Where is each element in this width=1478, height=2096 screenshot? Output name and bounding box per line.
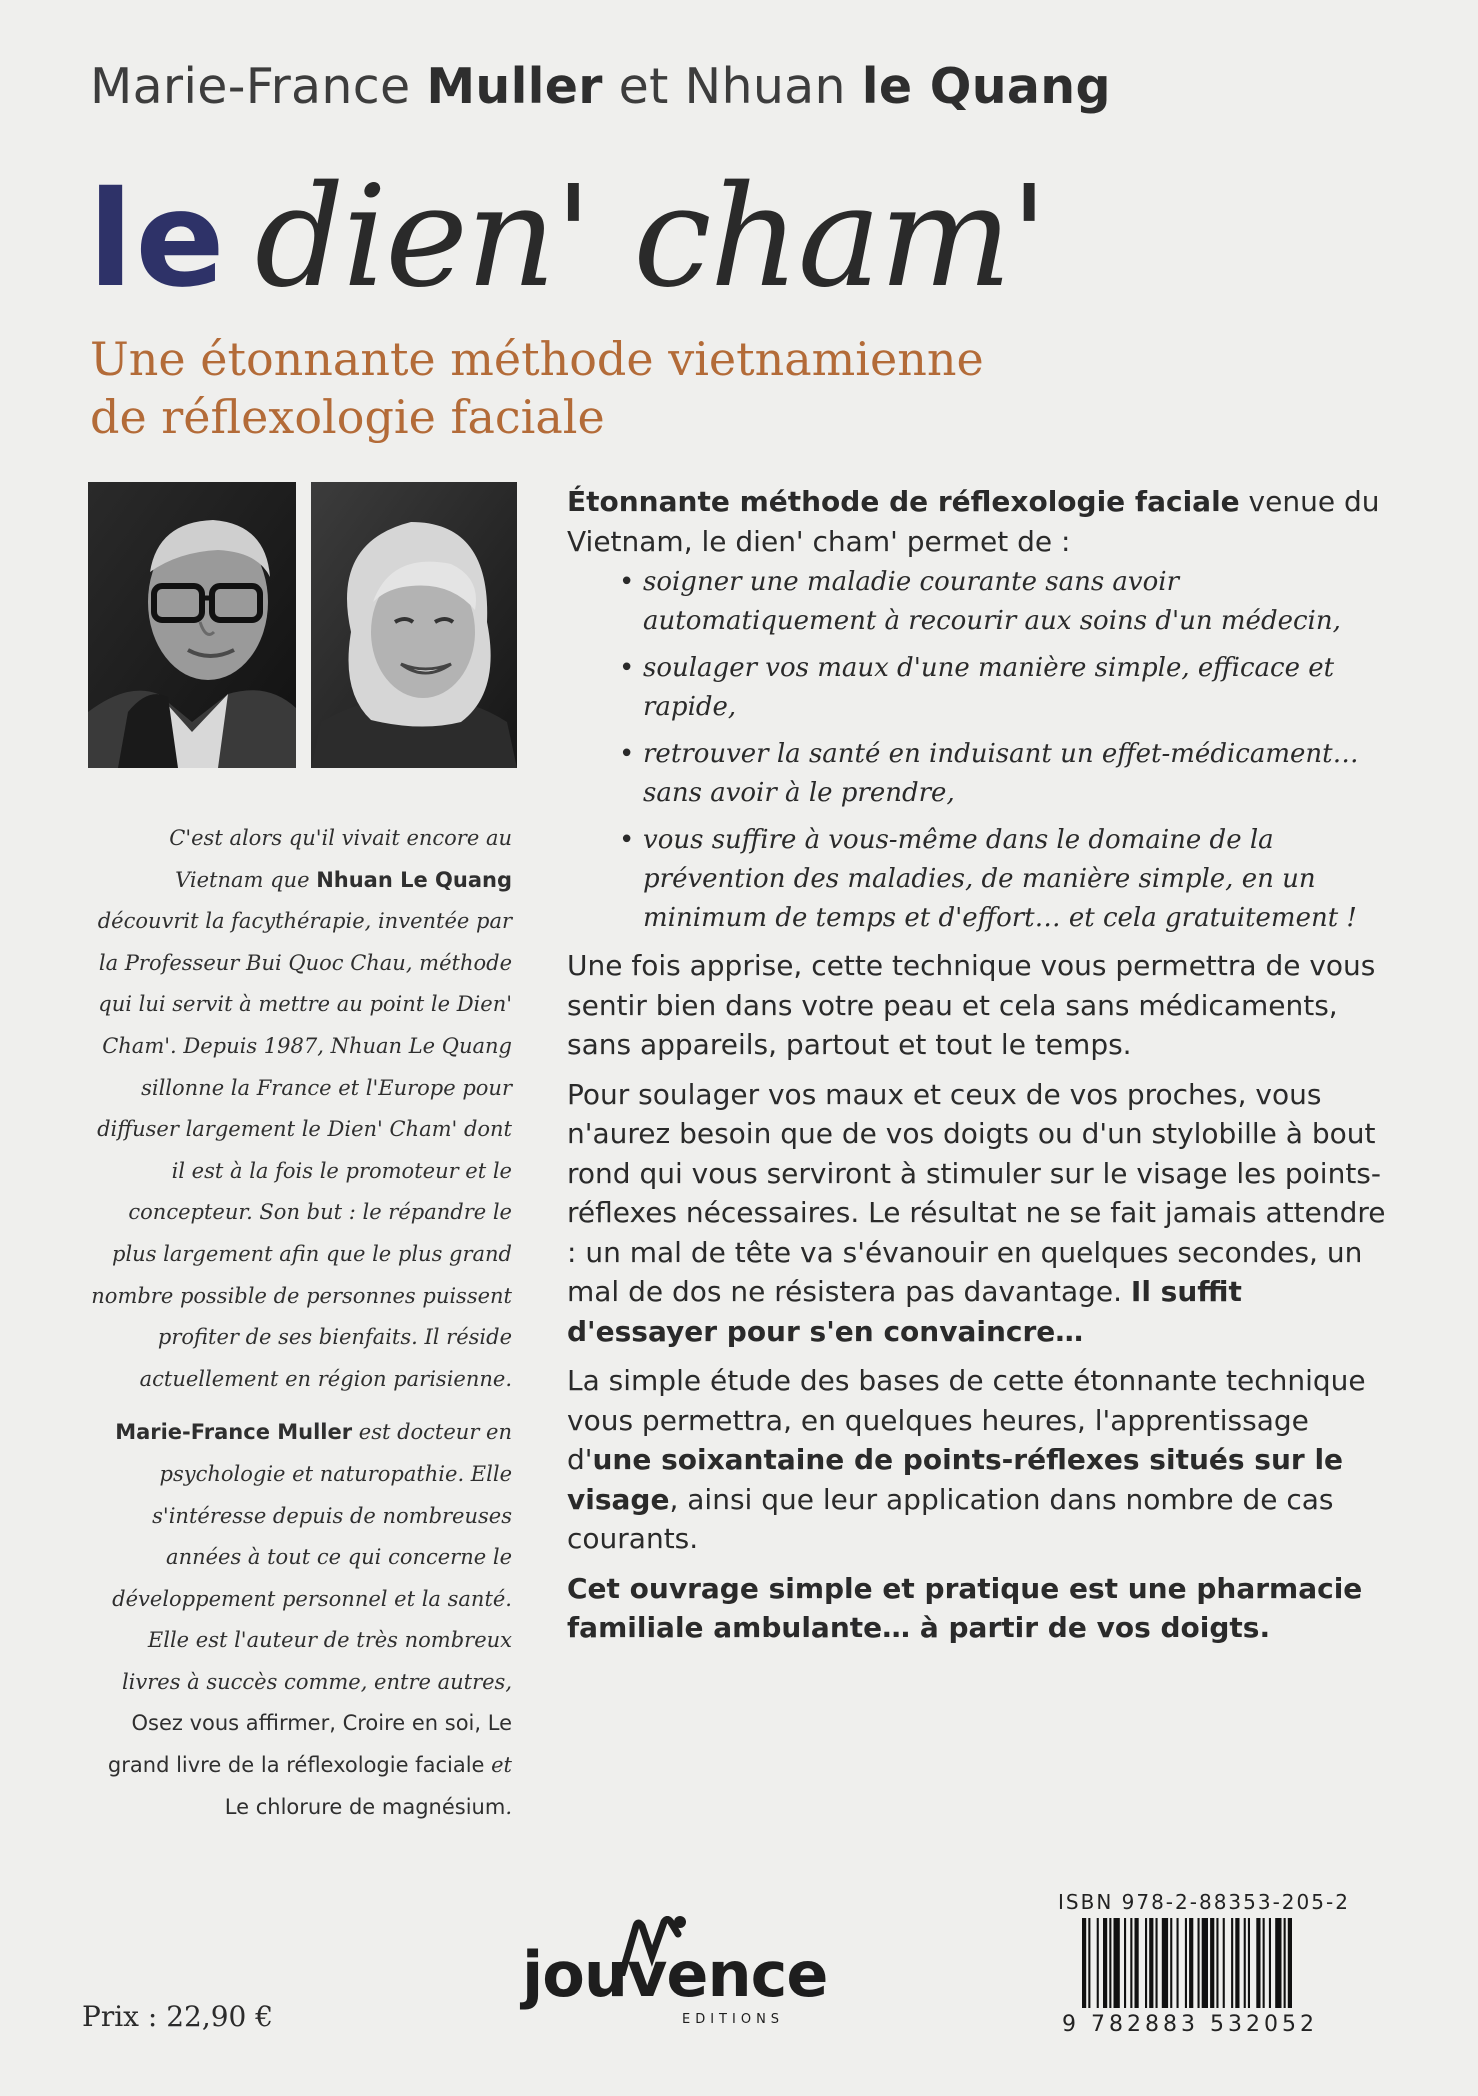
bio-nhuan-le-quang (84, 818, 512, 1400)
list-item-text: retrouver la santé en induisant un effet-médicament… sans avoir à le prendre, (643, 739, 1359, 808)
paragraph-bold: une soixantaine de points-réflexes situés sur le visage (567, 1443, 1344, 1516)
paragraph-technique: Une fois apprise, cette technique vous permettra de vous sentir bien dans votre peau et cela sans médicaments, sans appareils, partout et tout le temps. (567, 949, 1376, 1061)
bullet-icon: • (619, 653, 635, 683)
publisher-subtitle: EDITIONS (682, 2012, 785, 2027)
author-biographies (84, 818, 512, 1828)
isbn-label: ISBN 978-2-88353-205-2 (1058, 1890, 1350, 1914)
author1-last: Muller (426, 58, 603, 115)
bio-author-name: Marie-France Muller (115, 1420, 353, 1445)
list-item (619, 821, 1397, 938)
title-article: le (88, 163, 227, 317)
paragraph-study (567, 1361, 1397, 1559)
intro-bold: Étonnante méthode de réflexologie faciale (567, 485, 1240, 518)
list-item (619, 563, 1397, 641)
benefits-list (567, 563, 1397, 938)
publisher-name: jouvence (522, 1938, 828, 2011)
book-title (88, 150, 1047, 319)
paragraph-text: , ainsi que leur application dans nombre de cas courants. (567, 1482, 1334, 1555)
paragraph-bold: Il suffit d'essayer pour s'en convaincre… (567, 1275, 1242, 1348)
bio-book-titles: Osez vous affirmer, Croire en soi, Le grand livre de la réflexologie faciale (107, 1711, 512, 1778)
author1-first: Marie-France (90, 58, 411, 115)
paragraph-bold: Cet ouvrage simple et pratique est une pharmacie familiale ambulante… à partir de vos doigts. (567, 1571, 1363, 1644)
bio-text: est docteur en psychologie et naturopathie. Elle s'intéresse depuis de nombreuses années à tout ce qui concerne le développement personnel et la santé. Elle est l'auteur de très nombreux livres à succès comme, entre autres, (112, 1420, 512, 1694)
paragraph-conclusion (567, 1569, 1397, 1648)
bullet-icon: • (619, 739, 635, 769)
paragraph-text: La simple étude des bases de cette étonnante technique vous permettra, en quelques heures, l'apprentissage d' (567, 1364, 1366, 1476)
author-photo-nhuan-le-quang (88, 482, 296, 768)
bio-text: C'est alors qu'il vivait encore au Vietnam que (169, 826, 512, 892)
title-name: dien' cham' (254, 156, 1047, 319)
author-photo-marie-france-muller (311, 482, 517, 768)
barcode-digits: 9 782883 532052 (1062, 2012, 1318, 2037)
list-item-text: soigner une maladie courante sans avoir automatiquement à recourir aux soins d'un médecin, (643, 567, 1341, 636)
paragraph-text: Pour soulager vos maux et ceux de vos proches, vous n'aurez besoin que de vos doigts ou d'un stylobille à bout rond qui vous serviront à stimuler sur le visage les points-réflexes nécessaires. Le résultat ne se fait jamais attendre : un mal de tête va s'évanouir en quelques secondes, un mal de dos ne résistera pas davantage. (567, 1077, 1386, 1308)
subtitle-line-2: de réflexologie faciale (90, 390, 605, 444)
authors-line (90, 58, 1111, 115)
bio-marie-france-muller (84, 1412, 512, 1828)
bio-author-name: Nhuan Le Quang (316, 867, 512, 892)
list-item (619, 735, 1397, 813)
bio-text: et (484, 1753, 512, 1778)
bio-text: découvrit la facythérapie, inventée par la Professeur Bui Quoc Chau, méthode qui lui servit à mettre au point le Dien' Cham'. Depuis 1987, Nhuan Le Quang sillonne la France et l'Europe pour diffuser largement le Dien' Cham' dont il est à la fois le promoteur et le concepteur. Son but : le répandre le plus largement afin que le plus grand nombre possible de personnes puissent profiter de ses bienfaits. Il réside actuellement en région parisienne. (91, 909, 512, 1391)
paragraph-relief (567, 1075, 1397, 1352)
barcode-icon (1082, 1918, 1402, 2010)
publisher-logo (522, 1920, 832, 2030)
bullet-icon: • (619, 567, 635, 597)
subtitle-line-1: Une étonnante méthode vietnamienne (90, 332, 984, 386)
intro-paragraph (567, 482, 1397, 561)
main-blurb (567, 482, 1397, 1648)
list-item (619, 649, 1397, 727)
author2-last: le Quang (861, 58, 1111, 115)
list-item-text: vous suffire à vous-même dans le domaine de la prévention des maladies, de manière simple, en un minimum de temps et d'effort… et cela gratuitement ! (643, 825, 1357, 933)
list-item-text: soulager vos maux d'une manière simple, efficace et rapide, (643, 653, 1335, 722)
bio-book-title: Le chlorure de magnésium (224, 1794, 506, 1819)
bio-text: . (505, 1794, 512, 1819)
intro-text: venue du Vietnam, le dien' cham' permet de : (567, 485, 1380, 558)
author2-first: Nhuan (684, 58, 846, 115)
author-connector: et (618, 58, 669, 115)
bullet-icon: • (619, 825, 635, 855)
price-label: Prix : 22,90 € (82, 2000, 274, 2033)
book-subtitle (90, 330, 984, 446)
